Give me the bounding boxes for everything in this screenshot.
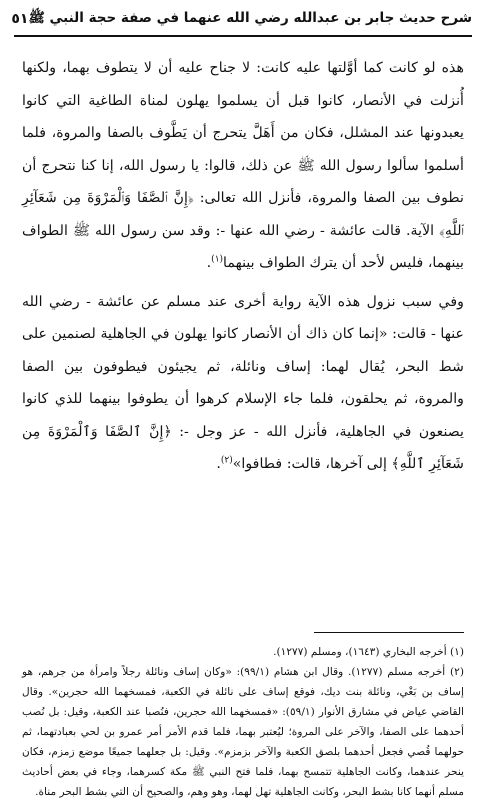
footnote-separator	[314, 632, 464, 633]
header-rule	[14, 35, 472, 37]
paragraph: وفي سبب نزول هذه الآية رواية أخرى عند مسلم عن عائشة - رضي الله عنها - قالت: «إنما كان ذاك أن الأنصار كانوا يهلون في الجاهلية لصنمين على شط البحر، يُقال لهما: إساف ونائلة، ثم يجيئون فيطوفون بين الصفا والمروة، ثم يحلقون، فلما جاء الإسلام كرهوا أن يطوفوا بينهما للذي كانوا يصنعون في الجاهلية، فأنزل الله - عز وجل -: ﴿إِنَّ ٱلصَّفَا وَٱلْمَرْوَةَ مِن شَعَآئِرِ ٱللَّهِ﴾ إلى آخرها، قالت: فطافوا»$^{(٢)}$.	[22, 293, 464, 472]
footnotes	[22, 642, 464, 802]
footnote: (١) أخرجه البخاري (١٦٤٣)، ومسلم (١٢٧٧).	[273, 646, 464, 658]
footnote-marker: (٢)	[220, 455, 233, 466]
header-title: شرح حديث جابر بن عبدالله رضي الله عنهما في صفة حجة النبي ﷺ	[28, 10, 472, 26]
main-text	[22, 52, 464, 481]
page-number: ٥١	[11, 11, 29, 27]
footnote: (٢) أخرجه مسلم (١٢٧٧). وقال ابن هشام (٩٩/١): «وكان إساف ونائلة رجلاً وامرأة من جرهم، هو إساف بن بَغْي، ونائلة بنت ديك، فوقع إساف على نائلة في الكعبة، فمسخهما الله حجرين». وقال القاضي عياض في مشارق الأنوار (٥٩/١): «فمسخهما الله حجرين، فنُصبا عند الكعبة، وقيل: بل نُصب أحدهما على الصفا، والآخر على المروة؛ ليُعتبر بهما، فلما قدم الأمر أمر عمرو بن لحي بعبادتهما، ثم حولهما قُصي فجعل أحدهما بلصق الكعبة والآخر بزمزم». وقيل: بل جعلهما جميعًا موضع زمزم، فكان ينحر عندهما، وكانت الجاهلية تتمسح بهما، فلما فتح النبي ﷺ مكة كسرهما، وجاء في بعض أحاديث مسلم أنهما كانا بشط البحر، وكانت الجاهلية تهل لهما، وهو وهم، والصحيح أن التي بشط البحر مناة.	[22, 666, 465, 798]
running-header	[11, 6, 472, 32]
footnote-marker: (١)	[211, 254, 224, 265]
paragraph: هذه لو كانت كما أوَّلتها عليه كانت: لا جناح عليه أن لا يتطوف بهما، ولكنها أُنزلت في الأنصار، كانوا قبل أن يسلموا يهلون لمناة الطاغية التي كانوا يعبدونها عند المشلل، فكان من أَهَلَّ يتحرج أن يَطَّوف بالصفا والمروة، فلما أسلموا سألوا رسول الله ﷺ عن ذلك، قالوا: يا رسول الله، إنا كنا نتحرج أن نطوف بين الصفا والمروة، فأنزل الله تعالى: ﴿إِنَّ ٱلصَّفَا وَٱلْمَرْوَةَ مِن شَعَآئِرِ ٱللَّهِ﴾ الآية. قالت عائشة - رضي الله عنها -: وقد سن رسول الله ﷺ الطواف بينهما، فليس لأحد أن يترك الطواف بينهما$^{(١)}$.	[22, 60, 464, 271]
paragraph-text: هذه لو كانت كما أوَّلتها عليه كانت: لا جناح عليه أن لا يتطوف بهما، ولكنها أُنزلت في الأنصار، كانوا قبل أن يسلموا يهلون لمناة الطاغية التي كانوا يعبدونها عند المشلل، فكان من أَهَلَّ يتحرج أن يَطَّوف بالصفا والمروة، فلما أسلموا سألوا رسول الله ﷺ عن ذلك، قالوا: يا رسول الله، إنا كنا نتحرج أن نطوف بين الصفا والمروة، فأنزل الله تعالى: ﴿إِنَّ ٱلصَّفَا وَٱلْمَرْوَةَ مِن شَعَآئِرِ ٱللَّهِ﴾ الآية. قالت عائشة - رضي الله عنها -: وقد سن رسول الله ﷺ الطواف بينهما، فليس لأحد أن يترك الطواف بينهما	[22, 60, 464, 271]
paragraph-text: وفي سبب نزول هذه الآية رواية أخرى عند مسلم عن عائشة - رضي الله عنها - قالت: «إنما كان ذاك أن الأنصار كانوا يهلون في الجاهلية لصنمين على شط البحر، يُقال لهما: إساف ونائلة، ثم يجيئون فيطوفون بين الصفا والمروة، ثم يحلقون، فلما جاء الإسلام كرهوا أن يطوفوا بينهما للذي كانوا يصنعون في الجاهلية، فأنزل الله - عز وجل -: ﴿إِنَّ ٱلصَّفَا وَٱلْمَرْوَةَ مِن شَعَآئِرِ ٱللَّهِ﴾ إلى آخرها، قالت: فطافوا»	[22, 293, 464, 472]
